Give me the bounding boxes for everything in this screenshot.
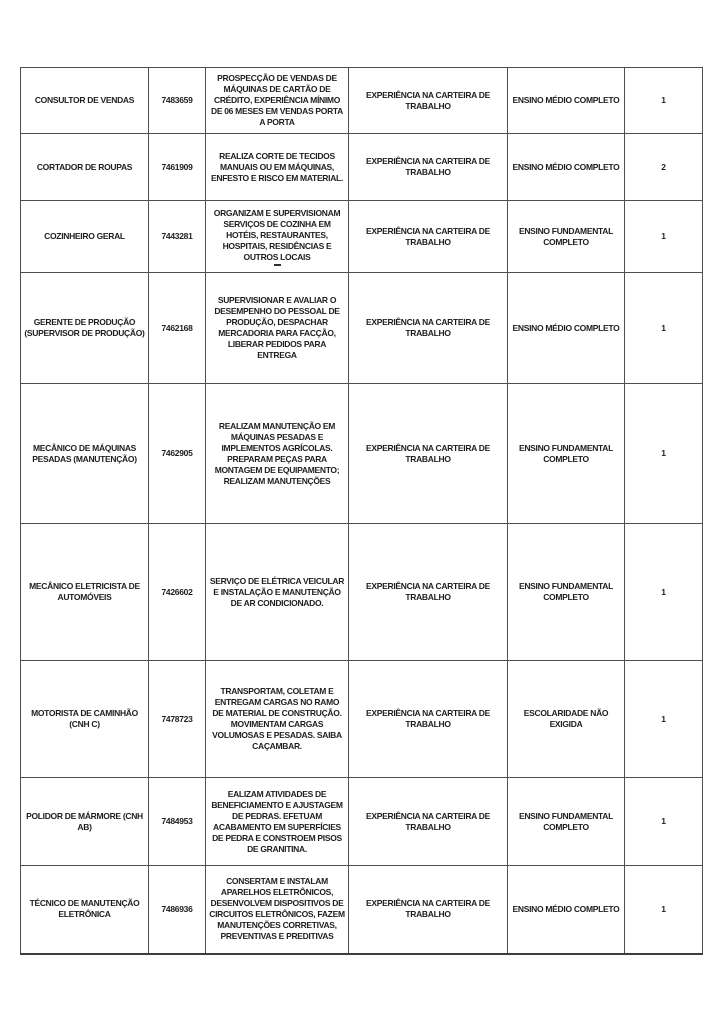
experience-requirement: EXPERIÊNCIA NA CARTEIRA DE TRABALHO (366, 581, 490, 602)
education-cell (508, 661, 625, 778)
job-vacancies-table (20, 67, 703, 955)
occupation-title: CORTADOR DE ROUPAS (36, 161, 133, 172)
education-requirement: ENSINO FUNDAMENTAL COMPLETO (518, 581, 614, 602)
table-row (21, 524, 703, 661)
education-requirement: ESCOLARIDADE NÃO EXIGIDA (523, 708, 609, 729)
education-cell (508, 524, 625, 661)
experience-cell (349, 68, 508, 134)
activity-description: REALIZA CORTE DE TECIDOS MANUAIS OU EM MÁQUINAS, ENFESTO E RISCO EM MATERIAL. (210, 150, 344, 183)
activity-description: SERVIÇO DE ELÉTRICA VEICULAR E INSTALAÇÃO E MANUTENÇÃO DE AR CONDICIONADO. (209, 575, 345, 608)
occupation-title: MECÂNICO ELETRICISTA DE AUTOMÓVEIS (29, 581, 140, 602)
experience-requirement: EXPERIÊNCIA NA CARTEIRA DE TRABALHO (366, 442, 490, 464)
table-row (21, 273, 703, 384)
experience-requirement: EXPERIÊNCIA NA CARTEIRA DE TRABALHO (366, 898, 490, 920)
table-row (21, 134, 703, 201)
vacancy-count-cell (625, 661, 703, 778)
vacancy-count-cell (625, 524, 703, 661)
description-cell (206, 273, 349, 384)
table-row (21, 778, 703, 866)
description-cell (206, 661, 349, 778)
activity-description: EALIZAM ATIVIDADES DE BENEFICIAMENTO E AJUSTAGEM DE PEDRAS. EFETUAM ACABAMENTO EM SUPERFÍCIES DE PEDRA E CONSTROEM PISOS DE GRANITINA. (211, 788, 343, 854)
vacancy-count: 1 (661, 713, 666, 724)
experience-cell (349, 866, 508, 954)
occupation-title: POLIDOR DE MÁRMORE (CNH AB) (26, 810, 143, 832)
experience-cell (349, 524, 508, 661)
vacancy-code: 7478723 (161, 713, 193, 724)
education-requirement: ENSINO FUNDAMENTAL COMPLETO (518, 442, 614, 464)
occupation-cell (21, 273, 149, 384)
vacancy-code-cell (149, 384, 206, 524)
education-cell (508, 778, 625, 866)
vacancy-code: 7426602 (161, 586, 193, 597)
activity-description: CONSERTAM E INSTALAM APARELHOS ELETRÔNICOS, DESENVOLVEM DISPOSITIVOS DE CIRCUITOS ELETRÔNICOS, FAZEM MANUTENÇÕES CORRETIVAS, PREVENTIVAS E PREDITIVAS (209, 876, 345, 942)
occupation-title: CONSULTOR DE VENDAS (34, 95, 135, 105)
vacancy-count: 1 (661, 322, 666, 333)
description-cell (206, 778, 349, 866)
vacancy-count: 1 (661, 448, 666, 458)
education-cell (508, 384, 625, 524)
occupation-title: COZINHEIRO GERAL (44, 231, 125, 241)
vacancy-count-cell (625, 273, 703, 384)
description-cell (206, 201, 349, 273)
occupation-cell (21, 866, 149, 954)
vacancy-code: 7443281 (161, 231, 193, 241)
activity-description: PROSPECÇÃO DE VENDAS DE MÁQUINAS DE CARTÃO DE CRÉDITO, EXPERIÊNCIA MÍNIMO DE 06 MESES EM VENDAS PORTA A PORTA (210, 73, 344, 127)
occupation-cell (21, 384, 149, 524)
description-cell (206, 68, 349, 134)
vacancy-code: 7486936 (161, 903, 193, 914)
vacancy-count-cell (625, 866, 703, 954)
experience-requirement: EXPERIÊNCIA NA CARTEIRA DE TRABALHO (366, 317, 490, 338)
experience-cell (349, 778, 508, 866)
education-cell (508, 273, 625, 384)
education-cell (508, 134, 625, 201)
education-cell (508, 68, 625, 134)
clipped-text-artifact (274, 264, 281, 266)
education-requirement: ENSINO FUNDAMENTAL COMPLETO (518, 810, 614, 832)
occupation-cell (21, 134, 149, 201)
education-cell (508, 866, 625, 954)
vacancy-count-cell (625, 778, 703, 866)
education-requirement: ENSINO MÉDIO COMPLETO (512, 903, 620, 914)
vacancy-count-cell (625, 384, 703, 524)
education-requirement: ENSINO MÉDIO COMPLETO (512, 161, 620, 172)
experience-cell (349, 134, 508, 201)
vacancy-count-cell (625, 201, 703, 273)
experience-cell (349, 661, 508, 778)
experience-requirement: EXPERIÊNCIA NA CARTEIRA DE TRABALHO (366, 810, 490, 832)
vacancy-count: 1 (661, 586, 666, 597)
occupation-cell (21, 201, 149, 273)
description-cell (206, 384, 349, 524)
experience-requirement: EXPERIÊNCIA NA CARTEIRA DE TRABALHO (366, 708, 490, 729)
vacancy-code-cell (149, 201, 206, 273)
vacancy-count-cell (625, 134, 703, 201)
experience-cell (349, 201, 508, 273)
education-requirement: ENSINO FUNDAMENTAL COMPLETO (518, 225, 614, 247)
table-row (21, 866, 703, 954)
vacancy-code-cell (149, 524, 206, 661)
activity-description: REALIZAM MANUTENÇÃO EM MÁQUINAS PESADAS E IMPLEMENTOS AGRÍCOLAS. PREPARAM PEÇAS PARA MONTAGEM DE EQUIPAMENTO; REALIZAM MANUTENÇÕES (214, 420, 340, 486)
vacancy-code-cell (149, 778, 206, 866)
experience-requirement: EXPERIÊNCIA NA CARTEIRA DE TRABALHO (366, 225, 490, 247)
table-row (21, 201, 703, 273)
description-cell (206, 134, 349, 201)
occupation-cell (21, 661, 149, 778)
vacancy-count: 2 (661, 161, 666, 172)
vacancy-code: 7462168 (161, 322, 193, 333)
occupation-title: MOTORISTA DE CAMINHÃO (CNH C) (31, 708, 138, 729)
job-table-body (21, 68, 703, 954)
vacancy-code-cell (149, 273, 206, 384)
occupation-title: TÉCNICO DE MANUTENÇÃO ELETRÔNICA (29, 898, 140, 920)
vacancy-code: 7483659 (161, 95, 193, 105)
occupation-title: MECÂNICO DE MÁQUINAS PESADAS (MANUTENÇÃO) (32, 442, 137, 464)
experience-cell (349, 273, 508, 384)
vacancy-count: 1 (661, 903, 666, 914)
activity-description: ORGANIZAM E SUPERVISIONAM SERVIÇOS DE COZINHA EM HOTÉIS, RESTAURANTES, HOSPITAIS, RESIDÊNCIAS E OUTROS LOCAIS (213, 207, 341, 262)
vacancy-code-cell (149, 866, 206, 954)
vacancy-code-cell (149, 661, 206, 778)
vacancy-code-cell (149, 134, 206, 201)
table-row (21, 661, 703, 778)
experience-cell (349, 384, 508, 524)
vacancy-count: 1 (661, 95, 666, 105)
table-row (21, 384, 703, 524)
occupation-cell (21, 68, 149, 134)
vacancy-count: 1 (661, 816, 666, 826)
education-cell (508, 201, 625, 273)
occupation-cell (21, 524, 149, 661)
vacancy-code: 7461909 (161, 161, 193, 172)
vacancy-code: 7484953 (161, 816, 193, 826)
experience-requirement: EXPERIÊNCIA NA CARTEIRA DE TRABALHO (366, 156, 490, 177)
description-cell (206, 524, 349, 661)
vacancy-count-cell (625, 68, 703, 134)
occupation-title: GERENTE DE PRODUÇÃO (SUPERVISOR DE PRODUÇÃO) (24, 317, 145, 338)
vacancy-count: 1 (661, 231, 666, 241)
description-cell (206, 866, 349, 954)
education-requirement: ENSINO MÉDIO COMPLETO (512, 322, 620, 333)
occupation-cell (21, 778, 149, 866)
table-row (21, 68, 703, 134)
vacancy-code-cell (149, 68, 206, 134)
activity-description: SUPERVISIONAR E AVALIAR O DESEMPENHO DO PESSOAL DE PRODUÇÃO, DESPACHAR MERCADORIA PARA FACÇÃO, LIBERAR PEDIDOS PARA ENTREGA (214, 295, 340, 360)
vacancy-code: 7462905 (161, 448, 193, 458)
education-requirement: ENSINO MÉDIO COMPLETO (512, 95, 620, 105)
activity-description: TRANSPORTAM, COLETAM E ENTREGAM CARGAS NO RAMO DE MATERIAL DE CONSTRUÇÃO. MOVIMENTAM CARGAS VOLUMOSAS E PESADAS. SAIBA CAÇAMBAR. (212, 686, 342, 751)
experience-requirement: EXPERIÊNCIA NA CARTEIRA DE TRABALHO (366, 89, 490, 111)
